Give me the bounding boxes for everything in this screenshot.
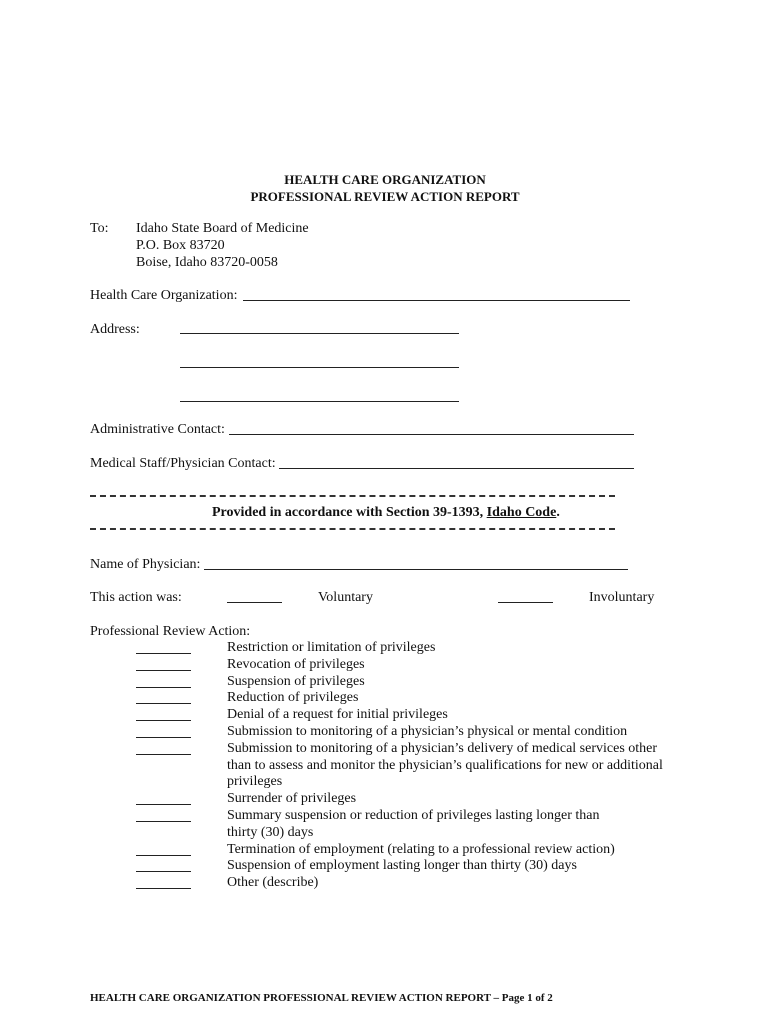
admin-contact-label: Administrative Contact: — [90, 422, 225, 437]
review-action-label: than to assess and monitor the physician’s qualifications for new or additional — [227, 757, 663, 773]
review-action-check-blank[interactable] — [136, 703, 191, 704]
review-action-label: Suspension of employment lasting longer than thirty (30) days — [227, 858, 577, 874]
page-footer: HEALTH CARE ORGANIZATION PROFESSIONAL REVIEW ACTION REPORT – Page 1 of 2 — [90, 992, 553, 1004]
review-action-check-blank[interactable] — [136, 754, 191, 755]
review-action-heading: Professional Review Action: — [90, 624, 251, 639]
review-action-label: Termination of employment (relating to a professional review action) — [227, 841, 615, 857]
admin-contact-field[interactable] — [229, 434, 634, 435]
review-action-check-blank[interactable] — [136, 653, 191, 654]
review-action-label: Suspension of privileges — [227, 673, 365, 689]
address-field-line3[interactable] — [180, 401, 459, 402]
review-action-label: Denial of a request for initial privileges — [227, 707, 448, 723]
physician-name-field[interactable] — [204, 569, 628, 570]
dashed-divider — [90, 528, 615, 530]
involuntary-check-blank[interactable] — [498, 602, 553, 603]
recipient-line: Idaho State Board of Medicine — [136, 221, 309, 236]
dashed-divider — [90, 495, 615, 497]
review-action-label: Restriction or limitation of privileges — [227, 640, 436, 655]
review-action-label: Surrender of privileges — [227, 791, 357, 807]
review-action-label: Revocation of privileges — [227, 656, 365, 672]
voluntary-option: Voluntary — [318, 590, 373, 605]
review-action-label: Reduction of privileges — [227, 690, 359, 706]
review-action-check-blank[interactable] — [136, 888, 191, 889]
form-title-line1: HEALTH CARE ORGANIZATION — [284, 172, 486, 187]
review-action-check-blank[interactable] — [136, 871, 191, 872]
physician-name-label: Name of Physician: — [90, 557, 201, 572]
legal-notice: Provided in accordance with Section 39-1393, Idaho Code. — [212, 505, 560, 520]
review-action-check-blank[interactable] — [136, 737, 191, 738]
address-label: Address: — [90, 322, 140, 337]
involuntary-option: Involuntary — [589, 590, 655, 605]
review-action-label: Submission to monitoring of a physician’s physical or mental condition — [227, 724, 628, 739]
address-field-line2[interactable] — [180, 367, 459, 368]
review-action-label: Submission to monitoring of a physician’s delivery of medical services other — [227, 740, 658, 756]
review-action-check-blank[interactable] — [136, 804, 191, 805]
voluntary-check-blank[interactable] — [227, 602, 282, 603]
review-action-label: privileges — [227, 774, 283, 790]
recipient-line: P.O. Box 83720 — [136, 238, 225, 253]
medical-contact-label: Medical Staff/Physician Contact: — [90, 456, 276, 471]
address-field-line1[interactable] — [180, 333, 459, 334]
review-action-check-blank[interactable] — [136, 821, 191, 822]
review-action-check-blank[interactable] — [136, 687, 191, 688]
review-action-label: Other (describe) — [227, 875, 319, 891]
idaho-code-ref: Idaho Code — [486, 505, 557, 520]
review-action-label: Summary suspension or reduction of privileges lasting longer than — [227, 808, 600, 823]
form-title-line2: PROFESSIONAL REVIEW ACTION REPORT — [250, 189, 520, 204]
action-type-label: This action was: — [90, 590, 182, 605]
to-label: To: — [90, 221, 109, 236]
review-action-check-blank[interactable] — [136, 855, 191, 856]
recipient-line: Boise, Idaho 83720-0058 — [136, 255, 278, 270]
review-action-label: thirty (30) days — [227, 824, 314, 840]
review-action-check-blank[interactable] — [136, 720, 191, 721]
organization-label: Health Care Organization: — [90, 288, 238, 303]
review-action-check-blank[interactable] — [136, 670, 191, 671]
medical-contact-field[interactable] — [279, 468, 634, 469]
organization-field[interactable] — [243, 300, 630, 301]
